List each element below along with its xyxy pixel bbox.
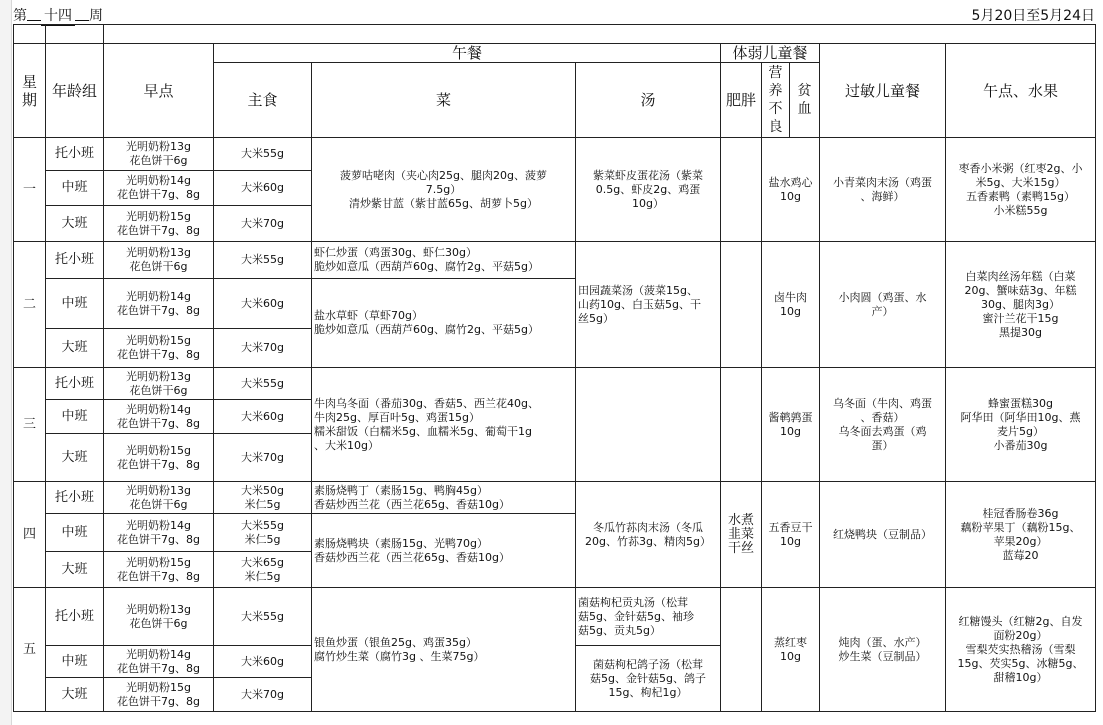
breakfast-cell: 光明奶粉14g 花色饼干7g、8g [104, 400, 214, 434]
dish-cell: 虾仁炒蛋（鸡蛋30g、虾仁30g） 脆炒如意瓜（西葫芦60g、腐竹2g、平菇5g） [312, 242, 576, 279]
anemia-header: 贫 血 [790, 63, 820, 138]
week-underline [75, 5, 89, 21]
table-row [14, 482, 1096, 514]
header-row-1 [14, 44, 1096, 63]
snack-cell: 枣香小米粥（红枣2g、小 米5g、大米15g） 五香素鸭（素鸭15g） 小米糕55g [946, 138, 1096, 242]
malnourished-header: 营 养 不 良 [762, 63, 790, 138]
week-label [13, 5, 103, 26]
staple-cell: 大米55g [214, 368, 312, 400]
staple-cell: 大米70g [214, 206, 312, 242]
date-range: 5月20日至5月24日 [971, 8, 1095, 24]
soup-cell: 菌菇枸杞贡丸汤（松茸 菇5g、金针菇5g、袖珍 菇5g、贡丸5g） [576, 588, 721, 646]
malnourished-anemia-cell: 盐水鸡心 10g [762, 138, 820, 242]
malnourished-anemia-cell: 酱鹌鹑蛋 10g [762, 368, 820, 482]
weak-children-header: 体弱儿童餐 [721, 44, 820, 63]
table-row [14, 242, 1096, 279]
weekday-cell: 二 [14, 242, 46, 368]
breakfast-cell: 光明奶粉15g 花色饼干7g、8g [104, 329, 214, 368]
obese-header: 肥胖 [721, 63, 762, 138]
age-group-cell: 托小班 [46, 138, 104, 171]
age-group-cell: 托小班 [46, 242, 104, 279]
staple-cell: 大米70g [214, 678, 312, 712]
soup-header: 汤 [576, 63, 721, 138]
week-underline [27, 5, 41, 21]
table-row [14, 588, 1096, 646]
dish-header: 菜 [312, 63, 576, 138]
age-group-cell: 中班 [46, 646, 104, 678]
allergy-cell: 小肉圆（鸡蛋、水 产） [820, 242, 946, 368]
dish-cell: 牛肉乌冬面（番茄30g、香菇5、西兰花40g、 牛肉25g、厚百叶5g、鸡蛋15g） 糯米甜饭（白糯米5g、血糯米5g、葡萄干1g 、大米10g） [312, 368, 576, 482]
staple-cell: 大米55g [214, 588, 312, 646]
breakfast-cell: 光明奶粉14g 花色饼干7g、8g [104, 646, 214, 678]
age-group-cell: 中班 [46, 514, 104, 552]
weekday-cell: 一 [14, 138, 46, 242]
header-blank-row [14, 25, 1096, 44]
obese-cell [721, 588, 762, 712]
breakfast-cell: 光明奶粉13g 花色饼干6g [104, 138, 214, 171]
snack-cell: 桂冠香肠卷36g 藕粉苹果丁（藕粉15g、 苹果20g） 蓝莓20 [946, 482, 1096, 588]
row-header-strip [0, 0, 12, 725]
obese-cell [721, 368, 762, 482]
malnourished-anemia-cell: 卤牛肉 10g [762, 242, 820, 368]
snack-header: 午点、水果 [946, 44, 1096, 138]
header-blank-cell [14, 25, 46, 44]
staple-header: 主食 [214, 63, 312, 138]
weekly-menu-table [13, 24, 1096, 712]
age-group-cell: 大班 [46, 206, 104, 242]
malnourished-anemia-cell: 五香豆干 10g [762, 482, 820, 588]
age-group-cell: 中班 [46, 171, 104, 206]
soup-cell: 菌菇枸杞鸽子汤（松茸 菇5g、金针菇5g、鸽子 15g、枸杞1g） [576, 646, 721, 712]
staple-cell: 大米55g [214, 138, 312, 171]
breakfast-cell: 光明奶粉15g 花色饼干7g、8g [104, 552, 214, 588]
soup-cell [576, 368, 721, 482]
age-group-cell: 中班 [46, 400, 104, 434]
weekday-header: 星 期 [14, 44, 46, 138]
table-row [14, 368, 1096, 400]
breakfast-cell: 光明奶粉13g 花色饼干6g [104, 368, 214, 400]
breakfast-cell: 光明奶粉14g 花色饼干7g、8g [104, 279, 214, 329]
breakfast-cell: 光明奶粉15g 花色饼干7g、8g [104, 678, 214, 712]
staple-cell: 大米60g [214, 646, 312, 678]
dish-cell: 素肠烧鸭块（素肠15g、光鸭70g） 香菇炒西兰花（西兰花65g、香菇10g） [312, 514, 576, 588]
allergy-header: 过敏儿童餐 [820, 44, 946, 138]
week-prefix: 第 [13, 8, 27, 24]
breakfast-cell: 光明奶粉13g 花色饼干6g [104, 482, 214, 514]
age-group-cell: 大班 [46, 434, 104, 482]
staple-cell: 大米60g [214, 400, 312, 434]
breakfast-cell: 光明奶粉13g 花色饼干6g [104, 242, 214, 279]
snack-cell: 白菜肉丝汤年糕（白菜 20g、蟹味菇3g、年糕 30g、腿肉3g） 蜜汁兰花干15g 黑提30g [946, 242, 1096, 368]
breakfast-cell: 光明奶粉13g 花色饼干6g [104, 588, 214, 646]
allergy-cell: 小青菜肉末汤（鸡蛋 、海鲜） [820, 138, 946, 242]
header-blank-cell [104, 25, 1096, 44]
age-group-header: 年龄组 [46, 44, 104, 138]
obese-cell [721, 242, 762, 368]
breakfast-cell: 光明奶粉15g 花色饼干7g、8g [104, 206, 214, 242]
breakfast-cell: 光明奶粉15g 花色饼干7g、8g [104, 434, 214, 482]
dish-cell: 银鱼炒蛋（银鱼25g、鸡蛋35g） 腐竹炒生菜（腐竹3g 、生菜75g） [312, 588, 576, 712]
malnourished-anemia-cell: 蒸红枣 10g [762, 588, 820, 712]
breakfast-cell: 光明奶粉14g 花色饼干7g、8g [104, 514, 214, 552]
weekday-cell: 三 [14, 368, 46, 482]
staple-cell: 大米55g 米仁5g [214, 514, 312, 552]
staple-cell: 大米50g 米仁5g [214, 482, 312, 514]
allergy-cell: 红烧鸭块（豆制品） [820, 482, 946, 588]
staple-cell: 大米65g 米仁5g [214, 552, 312, 588]
staple-cell: 大米70g [214, 434, 312, 482]
obese-cell [721, 138, 762, 242]
age-group-cell: 大班 [46, 678, 104, 712]
breakfast-header: 早点 [104, 44, 214, 138]
soup-cell: 田园蔬菜汤（菠菜15g、 山药10g、白玉菇5g、干 丝5g） [576, 242, 721, 368]
staple-cell: 大米70g [214, 329, 312, 368]
dish-cell: 素肠烧鸭丁（素肠15g、鸭胸45g） 香菇炒西兰花（西兰花65g、香菇10g） [312, 482, 576, 514]
allergy-cell: 乌冬面（牛肉、鸡蛋 、香菇） 乌冬面去鸡蛋（鸡 蛋） [820, 368, 946, 482]
snack-cell: 红糖馒头（红糖2g、自发 面粉20g） 雪梨芡实热稽汤（雪梨 15g、芡实5g、冰糖5g、 甜稽10g） [946, 588, 1096, 712]
soup-cell: 紫菜虾皮蛋花汤（紫菜 0.5g、虾皮2g、鸡蛋 10g） [576, 138, 721, 242]
dish-cell: 盐水草虾（草虾70g） 脆炒如意瓜（西葫芦60g、腐竹2g、平菇5g） [312, 279, 576, 368]
table-row [14, 138, 1096, 171]
age-group-cell: 中班 [46, 279, 104, 329]
age-group-cell: 大班 [46, 552, 104, 588]
soup-cell: 冬瓜竹荪肉末汤（冬瓜 20g、竹荪3g、精肉5g） [576, 482, 721, 588]
lunch-header: 午餐 [214, 44, 721, 63]
obese-cell: 水煮 韭菜 干丝 [721, 482, 762, 588]
breakfast-cell: 光明奶粉14g 花色饼干7g、8g [104, 171, 214, 206]
header-blank-cell [46, 25, 104, 44]
staple-cell: 大米60g [214, 171, 312, 206]
age-group-cell: 托小班 [46, 368, 104, 400]
title-bar [13, 5, 1101, 23]
snack-cell: 蜂蜜蛋糕30g 阿华田（阿华田10g、燕 麦片5g） 小番茄30g [946, 368, 1096, 482]
dish-cell: 菠萝咕咾肉（夹心肉25g、腿肉20g、菠萝 7.5g） 清炒紫甘蓝（紫甘蓝65g、胡萝卜5g） [312, 138, 576, 242]
staple-cell: 大米60g [214, 279, 312, 329]
weekday-cell: 四 [14, 482, 46, 588]
staple-cell: 大米55g [214, 242, 312, 279]
age-group-cell: 托小班 [46, 588, 104, 646]
week-number: 十四 [41, 5, 75, 26]
week-suffix: 周 [89, 8, 103, 24]
allergy-cell: 炖肉（蛋、水产） 炒生菜（豆制品） [820, 588, 946, 712]
weekday-cell: 五 [14, 588, 46, 712]
age-group-cell: 托小班 [46, 482, 104, 514]
age-group-cell: 大班 [46, 329, 104, 368]
